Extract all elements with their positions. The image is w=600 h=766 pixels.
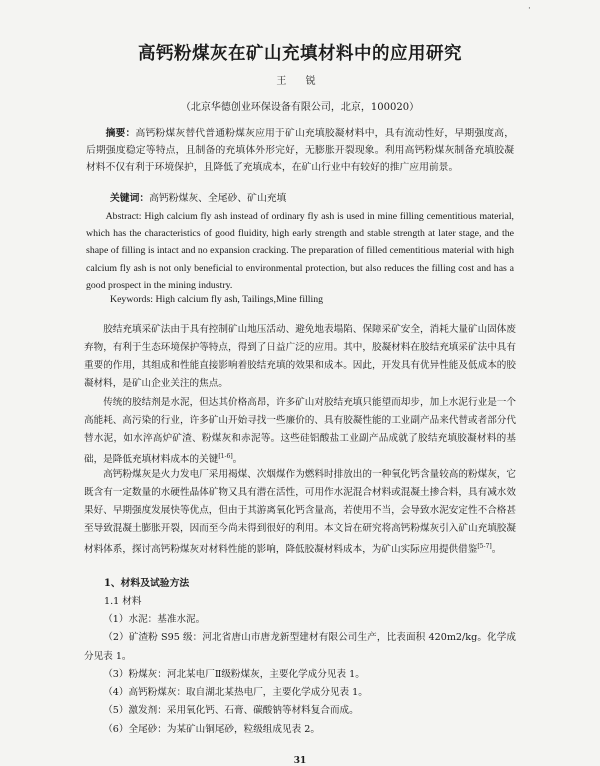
- keywords-cn-text: 高钙粉煤灰、全尾砂、矿山充填: [149, 193, 287, 204]
- author: 王 锐: [276, 76, 324, 87]
- keywords-en: [110, 294, 323, 305]
- section-heading: 1、材料及试验方法: [104, 578, 190, 589]
- abstract-en: [86, 208, 514, 294]
- body-paragraph-3-text: 高钙粉煤灰是火力发电厂采用褐煤、次烟煤作为燃料时排放出的一种氧化钙含量较高的粉煤灰，它既含有一定数量的水硬性晶体矿物又具有潜在活性，可用作水泥混合材料或混凝土掺合料，具有减水效果好、早期强度发展快等优点，但由于其游离氧化钙含量高，若使用不当，会导致水泥安定性不合格甚至导致混凝土膨胀开裂，因而至今尚未得到很好的利用。本文旨在研究将高钙粉煤灰引入矿山充填胶凝材料体系，探讨高钙粉煤灰对材料性能的影响，降低胶凝材料成本，为矿山实际应用提供借鉴: [84, 469, 516, 556]
- list-item: （4）高钙粉煤灰：取自湖北某热电厂，主要化学成分见表 1。: [103, 687, 368, 699]
- body-paragraph-3-end: 。: [491, 544, 502, 556]
- affiliation: （北京华德创业环保设备有限公司，北京，100020）: [180, 102, 420, 113]
- body-paragraph-2-end: 。: [232, 454, 243, 466]
- citation-ref: [1-6]: [218, 453, 233, 461]
- corner-mark: ·: [528, 4, 531, 14]
- list-item: （5）激发剂：采用氧化钙、石膏、碳酸钠等材料复合而成。: [103, 705, 359, 717]
- materials-list: [84, 611, 516, 739]
- list-item: （3）粉煤灰：河北某电厂Ⅱ级粉煤灰，主要化学成分见表 1。: [103, 668, 365, 680]
- abstract-cn-text: 高钙粉煤灰替代普通粉煤灰应用于矿山充填胶凝材料中，具有流动性好，早期强度高，后期强度稳定等特点，且制备的充填体外形完好，无膨胀开裂现象。利用高钙粉煤灰制备充填胶凝材料不仅有利于环境保护，且降低了充填成本，在矿山行业中有较好的推广应用前景。: [86, 128, 515, 173]
- citation-ref: [5-7]: [477, 543, 492, 551]
- abstract-cn-label: 摘要：: [105, 128, 136, 139]
- paper-title: 高钙粉煤灰在矿山充填材料中的应用研究: [138, 44, 462, 64]
- page-number: 31: [293, 756, 307, 766]
- body-paragraph-3: [84, 466, 516, 560]
- keywords-en-text: High calcium fly ash, Tailings,Mine filling: [155, 294, 324, 305]
- list-item: （6）全尾砂：为某矿山铜尾砂，粒级组成见表 2。: [103, 723, 320, 735]
- list-item: （2）矿渣粉 S95 级：河北省唐山市唐龙新型建材有限公司生产，比表面积 420m2/kg。化学成分见表 1。: [84, 632, 516, 662]
- subsection-heading: 1.1 材料: [104, 596, 142, 607]
- keywords-en-label: Keywords:: [110, 294, 153, 305]
- keywords-cn: [110, 190, 286, 204]
- abstract-en-label: Abstract:: [105, 211, 142, 222]
- body-paragraph-2: [84, 394, 516, 470]
- abstract-cn: [86, 125, 514, 176]
- body-paragraph-2-text: 传统的胶结剂是水泥，但达其价格高昂，许多矿山对胶结充填只能望而却步，加上水泥行业是一个高能耗、高污染的行业，许多矿山开始寻找一些廉价的、具有胶凝性能的工业副产品来代替或者部分代替水泥，如水淬高炉矿渣、粉煤灰和赤泥等。这些硅铝酸盐工业副产品成就了胶结充填胶凝材料的基础，是降低充填材料成本的关键: [84, 397, 516, 466]
- body-paragraph-1: 胶结充填采矿法由于具有控制矿山地压活动、避免地表塌陷、保障采矿安全，消耗大量矿山固体废弃物，有利于生态环境保护等特点，得到了日益广泛的应用。其中，胶凝材料在胶结充填采矿法中具有重要的作用，其组成和性能直接影响着胶结充填的效果和成本。因此，开发具有优异性能及低成本的胶凝材料，是矿山企业关注的焦点。: [84, 324, 516, 390]
- abstract-en-text: High calcium fly ash instead of ordinary fly ash is used in mine filling cementitious material, which has the characteristics of good fluidity, high early strength and stable strength at later stage, and the shape of filling is intact and no expansion cracking. The preparation of filled cementitious material with high calcium fly ash is not only beneficial to environmental protection, but also reduces the filling cost and has a good prospect in the mining industry.: [86, 211, 514, 291]
- list-item: （1）水泥：基准水泥。: [103, 614, 206, 625]
- keywords-cn-label: 关键词：: [110, 193, 150, 204]
